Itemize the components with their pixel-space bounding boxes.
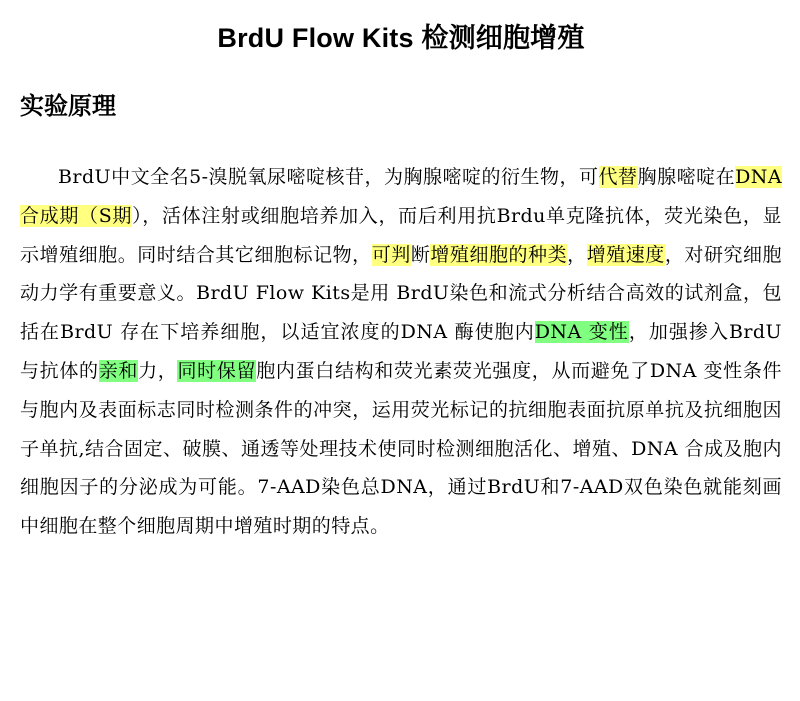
- text-run: ，对研究细胞动力学有重要意义。BrdU Flow Kits是用 BrdU染色和流式分析结合高效的试剂盒，包括在BrdU 存在下培养细胞，以适宜浓度的DNA 酶使胞内: [20, 243, 783, 344]
- highlighted-text: 增殖速度: [586, 243, 665, 266]
- text-run: BrdU中文全名5-溴脱氧尿嘧啶核苷，为胸腺嘧啶的衍生物，可: [58, 166, 599, 188]
- highlighted-text: 代替: [598, 166, 638, 188]
- highlighted-text: 可判: [371, 243, 411, 266]
- highlighted-text: 增殖细胞的种类: [430, 243, 568, 266]
- text-run: 断: [410, 243, 431, 266]
- text-run: ），活体注射或细胞培养加入，而后利用抗Brdu单克隆抗体，荧光染色，显示增殖细胞。同时结合其它细胞标记物，: [20, 204, 782, 266]
- highlighted-text: 亲和: [98, 359, 139, 382]
- highlighted-text: DNA合成期（S期: [20, 166, 783, 227]
- document-title: BrdU Flow Kits 检测细胞增殖: [217, 23, 585, 53]
- text-run: 胸腺嘧啶在: [637, 166, 736, 188]
- text-run: 力，: [138, 359, 178, 382]
- body-paragraph: [20, 158, 782, 546]
- text-run: 胞内蛋白结构和荧光素荧光强度，从而避免了DNA 变性条件与胞内及表面标志同时检测条件的冲突，运用荧光标记的抗细胞表面抗原单抗及抗细胞因子单抗,结合固定、破膜、通透等处理技术使同时检测细胞活化、增殖、DNA 合成及胞内细胞因子的分泌成为可能。7-AAD染色总DNA，通过BrdU和7-AAD双色染色就能刻画中细胞在整个细胞周期中增殖时期的特点。: [20, 359, 782, 538]
- text-run: ，加强掺入BrdU 与抗体的: [20, 321, 782, 382]
- highlighted-text: DNA 变性: [534, 321, 629, 344]
- text-run: ，: [567, 243, 587, 266]
- section-heading: 实验原理: [20, 92, 116, 120]
- highlighted-text: 同时保留: [177, 359, 257, 382]
